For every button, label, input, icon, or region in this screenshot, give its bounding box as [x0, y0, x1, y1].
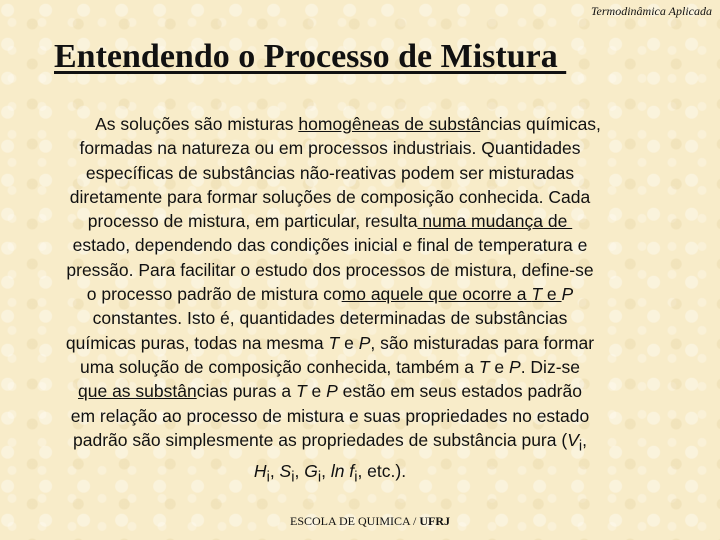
- text-segment: , são misturadas para formar: [370, 332, 595, 353]
- symbol-P: P: [561, 284, 574, 305]
- text-segment: e: [306, 381, 327, 402]
- text-segment: ,: [582, 429, 587, 450]
- subscript-i: i: [317, 469, 322, 486]
- text-line: [20, 331, 640, 355]
- text-segment: químicas puras, todas na mesma: [65, 332, 329, 353]
- text-segment: que as substân: [78, 381, 197, 402]
- text-line: [20, 282, 640, 306]
- symbol-S: S: [279, 460, 292, 481]
- body-paragraph: [20, 112, 640, 489]
- symbol-P: P: [509, 356, 521, 377]
- text-segment: mo aquele que ocorre a: [341, 284, 532, 305]
- text-segment: homogêneas de substâ: [298, 114, 481, 134]
- subscript-i: i: [578, 438, 583, 455]
- course-header: Termodinâmica Aplicada: [590, 4, 712, 18]
- text-segment: . Diz-se: [520, 356, 580, 377]
- symbol-H: H: [253, 460, 267, 481]
- text-segment: ,: [294, 460, 305, 481]
- text-segment: ,: [321, 460, 331, 481]
- text-line: [20, 209, 640, 233]
- subscript-i: i: [266, 469, 270, 486]
- symbol-G: G: [304, 460, 318, 481]
- text-segment: processo de mistura, em particular, resulta: [87, 211, 418, 232]
- symbol-T: T: [478, 356, 490, 377]
- text-line: pressão. Para facilitar o estudo dos processos de mistura, define-se: [66, 259, 594, 280]
- footer-school: ESCOLA DE QUIMICA /: [289, 514, 420, 528]
- text-line: [20, 112, 640, 136]
- text-segment: estão em seus estados padrão: [337, 381, 582, 402]
- text-segment: numa mudança de: [417, 211, 573, 232]
- text-line: formadas na natureza ou em processos industriais. Quantidades: [79, 138, 581, 159]
- symbol-P: P: [326, 381, 338, 402]
- footer: [0, 514, 720, 529]
- symbol-ln-f: ln f: [330, 460, 355, 481]
- text-segment: uma solução de composição conhecida, também a: [79, 356, 479, 377]
- symbol-T: T: [295, 381, 307, 402]
- text-line: específicas de substâncias não-reativas podem ser misturadas: [85, 162, 575, 183]
- symbol-P: P: [358, 332, 371, 353]
- text-line: [20, 379, 640, 403]
- symbol-T: T: [328, 332, 340, 353]
- text-line: [20, 459, 640, 490]
- text-line: [20, 428, 640, 459]
- text-segment: As soluções são misturas: [95, 114, 299, 134]
- text-line: constantes. Isto é, quantidades determinadas de substâncias: [92, 308, 568, 329]
- text-line: em relação ao processo de mistura e suas propriedades no estado: [70, 405, 590, 426]
- text-line: diretamente para formar soluções de composição conhecida. Cada: [69, 186, 591, 207]
- text-line: [20, 355, 640, 379]
- text-segment: e: [339, 332, 359, 353]
- text-segment: ncias químicas,: [480, 114, 601, 134]
- footer-university: UFRJ: [419, 514, 450, 528]
- text-segment: cias puras a: [196, 381, 296, 402]
- text-line: estado, dependendo das condições inicial e final de temperatura e: [72, 235, 588, 256]
- text-segment: [342, 284, 562, 304]
- subscript-i: i: [291, 469, 295, 486]
- text-segment: padrão são simplesmente as propriedades de substância pura (: [73, 429, 568, 450]
- text-segment: ,: [269, 460, 280, 481]
- symbol-T: T: [531, 284, 543, 305]
- symbol-V: V: [567, 429, 579, 450]
- slide-title: Entendendo o Processo de Mistura: [54, 38, 567, 75]
- text-segment: o processo padrão de mistura co: [86, 284, 342, 305]
- text-segment: , etc.).: [357, 460, 407, 481]
- text-segment: e: [489, 356, 509, 377]
- text-segment: e: [542, 284, 562, 305]
- subscript-i: i: [354, 469, 358, 486]
